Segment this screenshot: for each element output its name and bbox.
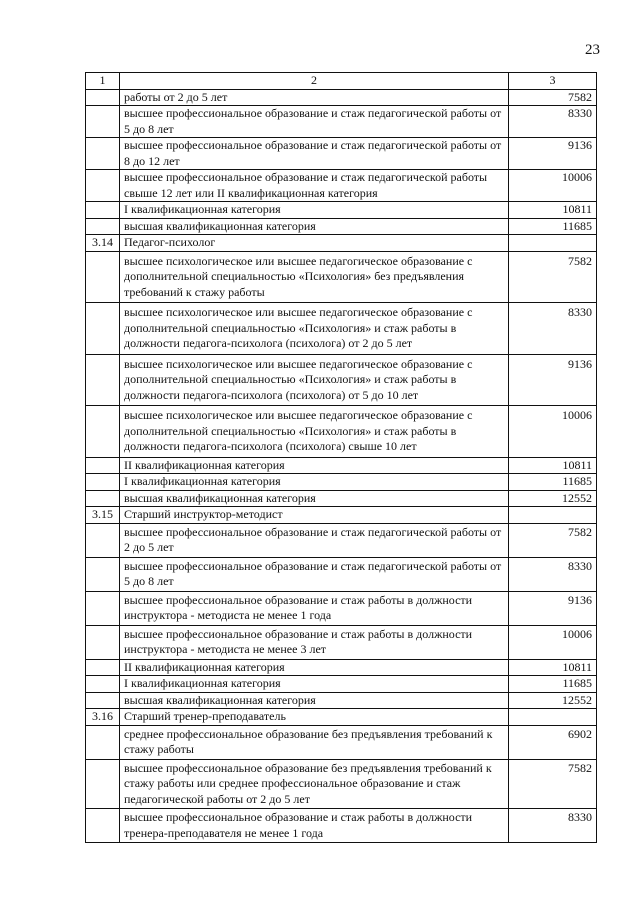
row-text: высшее профессиональное образование и стаж педагогической работы от 5 до 8 лет	[120, 557, 509, 591]
table-row	[86, 89, 597, 106]
row-number	[86, 202, 120, 219]
table-row	[86, 457, 597, 474]
row-number	[86, 354, 120, 406]
row-value: 8330	[509, 106, 597, 138]
row-number	[86, 303, 120, 355]
row-text: высшее профессиональное образование и стаж работы в должности инструктора - методиста не менее 1 года	[120, 591, 509, 625]
header-col-2: 2	[120, 73, 509, 90]
row-text: Старший инструктор-методист	[120, 507, 509, 524]
table-row	[86, 659, 597, 676]
row-text: I квалификационная категория	[120, 202, 509, 219]
table-row	[86, 406, 597, 458]
row-text: высшее психологическое или высшее педагогическое образование с дополнительной специальностью «Психология» и стаж работы в должности педагога-психолога (психолога) от 5 до 10 лет	[120, 354, 509, 406]
row-value: 10811	[509, 659, 597, 676]
row-number	[86, 659, 120, 676]
row-value	[509, 507, 597, 524]
row-value: 8330	[509, 557, 597, 591]
row-number	[86, 474, 120, 491]
row-text: высшая квалификационная категория	[120, 692, 509, 709]
row-text: высшее профессиональное образование и стаж педагогической работы от 8 до 12 лет	[120, 138, 509, 170]
row-number	[86, 557, 120, 591]
row-number	[86, 692, 120, 709]
header-col-1: 1	[86, 73, 120, 90]
table-row	[86, 591, 597, 625]
row-value: 8330	[509, 809, 597, 843]
table-row	[86, 709, 597, 726]
row-value: 10811	[509, 457, 597, 474]
row-number	[86, 89, 120, 106]
table-row	[86, 303, 597, 355]
row-number: 3.14	[86, 235, 120, 252]
row-number	[86, 138, 120, 170]
row-value: 10811	[509, 202, 597, 219]
salary-table	[85, 72, 597, 843]
row-text: I квалификационная категория	[120, 474, 509, 491]
row-value: 7582	[509, 251, 597, 303]
row-value: 6902	[509, 725, 597, 759]
row-text: II квалификационная категория	[120, 659, 509, 676]
row-value: 9136	[509, 354, 597, 406]
row-text: II квалификационная категория	[120, 457, 509, 474]
row-value: 8330	[509, 303, 597, 355]
row-value: 10006	[509, 406, 597, 458]
row-value: 9136	[509, 138, 597, 170]
table-row	[86, 138, 597, 170]
row-text: высшее профессиональное образование и стаж педагогической работы от 5 до 8 лет	[120, 106, 509, 138]
row-text: Педагог-психолог	[120, 235, 509, 252]
table-row	[86, 625, 597, 659]
row-number	[86, 676, 120, 693]
row-value: 10006	[509, 625, 597, 659]
row-value: 12552	[509, 490, 597, 507]
row-text: высшее профессиональное образование и стаж работы в должности инструктора - методиста не менее 3 лет	[120, 625, 509, 659]
table-row	[86, 170, 597, 202]
row-text: высшее профессиональное образование без предъявления требований к стажу работы или среднее профессиональное образование и стаж педагогической работы от 2 до 5 лет	[120, 759, 509, 809]
table-row	[86, 809, 597, 843]
table-row	[86, 106, 597, 138]
table-row	[86, 507, 597, 524]
row-number	[86, 218, 120, 235]
table-row	[86, 354, 597, 406]
row-number: 3.15	[86, 507, 120, 524]
row-text: высшая квалификационная категория	[120, 218, 509, 235]
row-text: высшая квалификационная категория	[120, 490, 509, 507]
row-number	[86, 759, 120, 809]
row-text: высшее психологическое или высшее педагогическое образование с дополнительной специальностью «Психология» без предъявления требований к стажу работы	[120, 251, 509, 303]
row-number: 3.16	[86, 709, 120, 726]
row-number	[86, 809, 120, 843]
page-number: 23	[585, 42, 600, 58]
row-value: 11685	[509, 676, 597, 693]
row-text: среднее профессиональное образование без предъявления требований к стажу работы	[120, 725, 509, 759]
table-row	[86, 725, 597, 759]
row-number	[86, 490, 120, 507]
row-value	[509, 709, 597, 726]
row-text: высшее психологическое или высшее педагогическое образование с дополнительной специальностью «Психология» и стаж работы в должности педагога-психолога (психолога) от 2 до 5 лет	[120, 303, 509, 355]
row-value: 11685	[509, 218, 597, 235]
row-text: высшее психологическое или высшее педагогическое образование с дополнительной специальностью «Психология» и стаж работы в должности педагога-психолога (психолога) свыше 10 лет	[120, 406, 509, 458]
table-row	[86, 251, 597, 303]
row-value: 12552	[509, 692, 597, 709]
row-number	[86, 406, 120, 458]
table-row	[86, 474, 597, 491]
row-text: работы от 2 до 5 лет	[120, 89, 509, 106]
row-text: высшее профессиональное образование и стаж педагогической работы свыше 12 лет или II квалификационная категория	[120, 170, 509, 202]
row-value: 9136	[509, 591, 597, 625]
row-number	[86, 457, 120, 474]
table-row	[86, 202, 597, 219]
row-number	[86, 251, 120, 303]
header-col-3: 3	[509, 73, 597, 90]
row-text: высшее профессиональное образование и стаж педагогической работы от 2 до 5 лет	[120, 523, 509, 557]
row-number	[86, 591, 120, 625]
table-row	[86, 523, 597, 557]
row-number	[86, 106, 120, 138]
row-value	[509, 235, 597, 252]
table-row	[86, 218, 597, 235]
table-row	[86, 557, 597, 591]
table-body	[86, 89, 597, 843]
row-number	[86, 170, 120, 202]
table-header	[86, 73, 597, 90]
row-value: 7582	[509, 759, 597, 809]
table-row	[86, 759, 597, 809]
row-text: I квалификационная категория	[120, 676, 509, 693]
row-number	[86, 523, 120, 557]
row-text: Старший тренер-преподаватель	[120, 709, 509, 726]
table-row	[86, 692, 597, 709]
table-row	[86, 490, 597, 507]
row-value: 11685	[509, 474, 597, 491]
row-value: 7582	[509, 89, 597, 106]
row-text: высшее профессиональное образование и стаж работы в должности тренера-преподавателя не менее 1 года	[120, 809, 509, 843]
row-value: 10006	[509, 170, 597, 202]
row-number	[86, 625, 120, 659]
row-value: 7582	[509, 523, 597, 557]
table-row	[86, 676, 597, 693]
table-row	[86, 235, 597, 252]
row-number	[86, 725, 120, 759]
